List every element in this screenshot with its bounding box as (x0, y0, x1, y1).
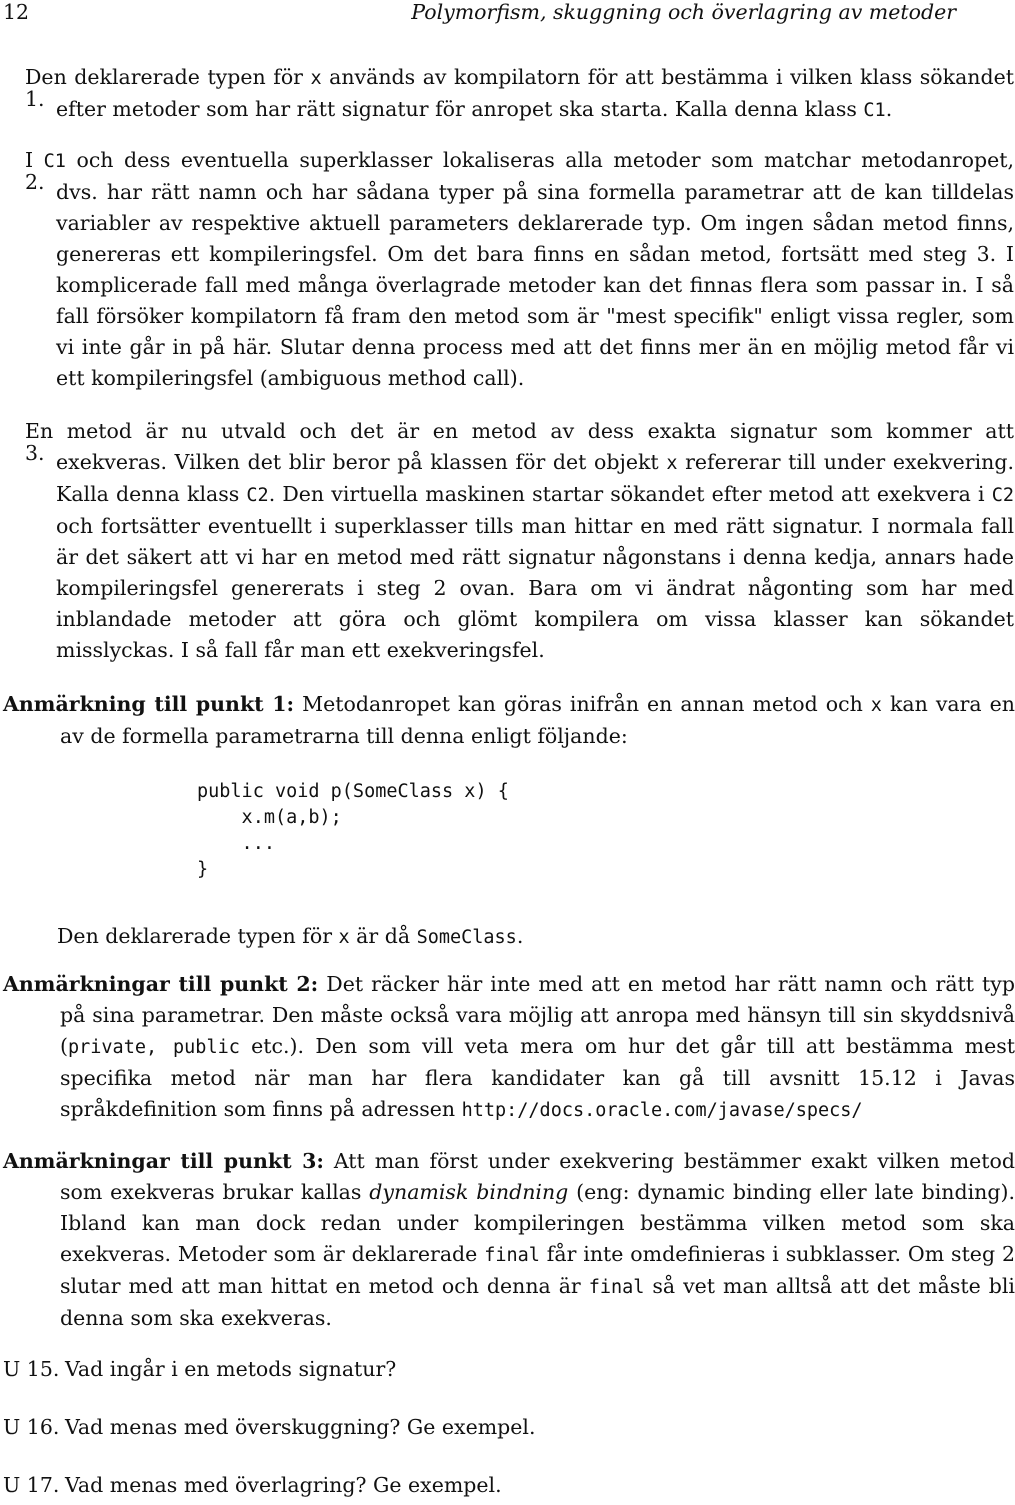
note-3 (3, 1146, 1015, 1334)
question-number: U 17. (3, 1473, 60, 1497)
step-1 (0, 62, 1014, 126)
text-run: används av kompilatorn för att bestämma i vilken klass sökandet efter metoder som har rätt signatur för anropet ska starta. Kalla denna klass (56, 65, 1014, 121)
inline-code: final (484, 1245, 540, 1266)
text-run: och fortsätter eventuellt i superklasser tills man hittar en med rätt signatur. I normala fall är det säkert att vi har en metod med rätt signatur någonstans i denna kedja, annars hade kompileringsfel genererats i steg 2 ovan. Bara om vi ändrat någonting som har med inblandade metoder att göra och glömt kompilera om vissa klasser kan sökandet misslyckas. I så fall får man ett exekveringsfel. (56, 514, 1014, 662)
step-number: 2. (25, 170, 45, 194)
text-run: . Den virtuella maskinen startar sökandet efter metod att exekvera i (268, 482, 992, 506)
note-2 (3, 969, 1015, 1126)
question-u15 (3, 1357, 396, 1381)
text-run: refererar till under exekvering. Kalla denna klass (56, 450, 1014, 506)
note-1-conclusion (57, 921, 957, 953)
note-1 (3, 689, 1015, 752)
text-run: . (516, 924, 524, 948)
emphasis: dynamisk bindning (369, 1180, 569, 1204)
text-run: så vet man alltså att det måste bli denna som ska exekveras. (60, 1274, 1015, 1330)
text-run: Metodanropet kan göras inifrån en annan metod och (294, 692, 871, 716)
text-run: . (885, 97, 893, 121)
inline-code: x (666, 453, 678, 474)
step-3 (0, 416, 1014, 666)
inline-code: http://docs.oracle.com/javase/specs/ (461, 1100, 863, 1121)
inline-code: final (588, 1277, 645, 1298)
question-text: Vad menas med överskuggning? Ge exempel. (65, 1415, 536, 1439)
note-text (60, 1149, 1015, 1330)
inline-code: x (310, 68, 322, 89)
step-text (25, 419, 1014, 662)
step-2 (0, 145, 1014, 394)
question-text: Vad ingår i en metods signatur? (65, 1357, 397, 1381)
text-run: kan vara en av de formella parametrarna till denna enligt följande: (60, 692, 1015, 748)
text-run: Den deklarerade typen för (57, 924, 339, 948)
page-header (0, 0, 960, 30)
inline-code: C2 (246, 485, 269, 506)
note-label: Anmärkningar till punkt 3: (3, 1149, 324, 1173)
text-run: I (25, 148, 44, 172)
question-u17 (3, 1473, 502, 1497)
inline-code: SomeClass (416, 927, 517, 948)
text-run: är då (349, 924, 417, 948)
code-example: public void p(SomeClass x) { x.m(a,b); ... } (197, 781, 509, 880)
text-run: (eng: dynamic binding eller late binding). Ibland kan man dock redan under kompileringen bestämma vilken metod som ska exekveras. Metoder som är deklarerade (60, 1180, 1015, 1266)
inline-code: private, public (68, 1037, 240, 1058)
inline-code: x (870, 695, 882, 716)
inline-code: x (338, 927, 350, 948)
step-number: 3. (25, 441, 45, 465)
inline-code: C1 (863, 100, 886, 121)
question-u16 (3, 1415, 535, 1439)
text-run: Det räcker här inte med att en metod har rätt namn och rätt typ på sina parametrar. Den måste också vara möjlig att anropa med hänsyn till sin skyddsnivå ( (60, 972, 1015, 1058)
question-number: U 15. (3, 1357, 60, 1381)
text-run: Att man först under exekvering bestämmer exakt vilken metod som exekveras brukar kallas (60, 1149, 1015, 1204)
note-label: Anmärkningar till punkt 2: (3, 972, 319, 996)
text-run: En metod är nu utvald och det är en metod av dess exakta signatur som kommer att exekveras. Vilken det blir beror på klassen för det objekt (25, 419, 1014, 474)
inline-code: C2 (991, 485, 1014, 506)
page-number: 12 (3, 0, 30, 24)
text-run: Den deklarerade typen för (25, 65, 311, 89)
running-title: Polymorfism, skuggning och överlagring av metoder (411, 0, 956, 24)
step-text (25, 65, 1014, 121)
text-run: etc.). Den som vill veta mera om hur det går till att bestämma mest specifika metod när man har flera kandidater kan gå till avsnitt 15.12 i Javas språkdefinition som finns på adressen (60, 1034, 1015, 1121)
step-text (25, 148, 1014, 390)
note-label: Anmärkning till punkt 1: (3, 692, 295, 716)
inline-code: C1 (43, 151, 66, 172)
step-number: 1. (25, 87, 45, 111)
question-number: U 16. (3, 1415, 60, 1439)
text-run: och dess eventuella superklasser lokaliseras alla metoder som matchar metodanropet, dvs. har rätt namn och har sådana typer på sina formella parametrar att de kan tilldelas variabler av respektive aktuell parameters deklarerade typ. Om ingen sådan metod finns, genereras ett kompileringsfel. Om det bara finns en sådan metod, fortsätt med steg 3. I komplicerade fall med många överlagrade metoder kan det finnas flera som passar in. I så fall försöker kompilatorn få fram den metod som är "mest specifik" enligt vissa regler, som vi inte går in på här. Slutar denna process med att det finns mer än en möjlig metod får vi ett kompileringsfel (ambiguous method call). (56, 148, 1014, 390)
question-text: Vad menas med överlagring? Ge exempel. (65, 1473, 502, 1497)
text-run: får inte omdefinieras i subklasser. Om steg 2 slutar med att man hittat en metod och denna är (60, 1242, 1015, 1298)
